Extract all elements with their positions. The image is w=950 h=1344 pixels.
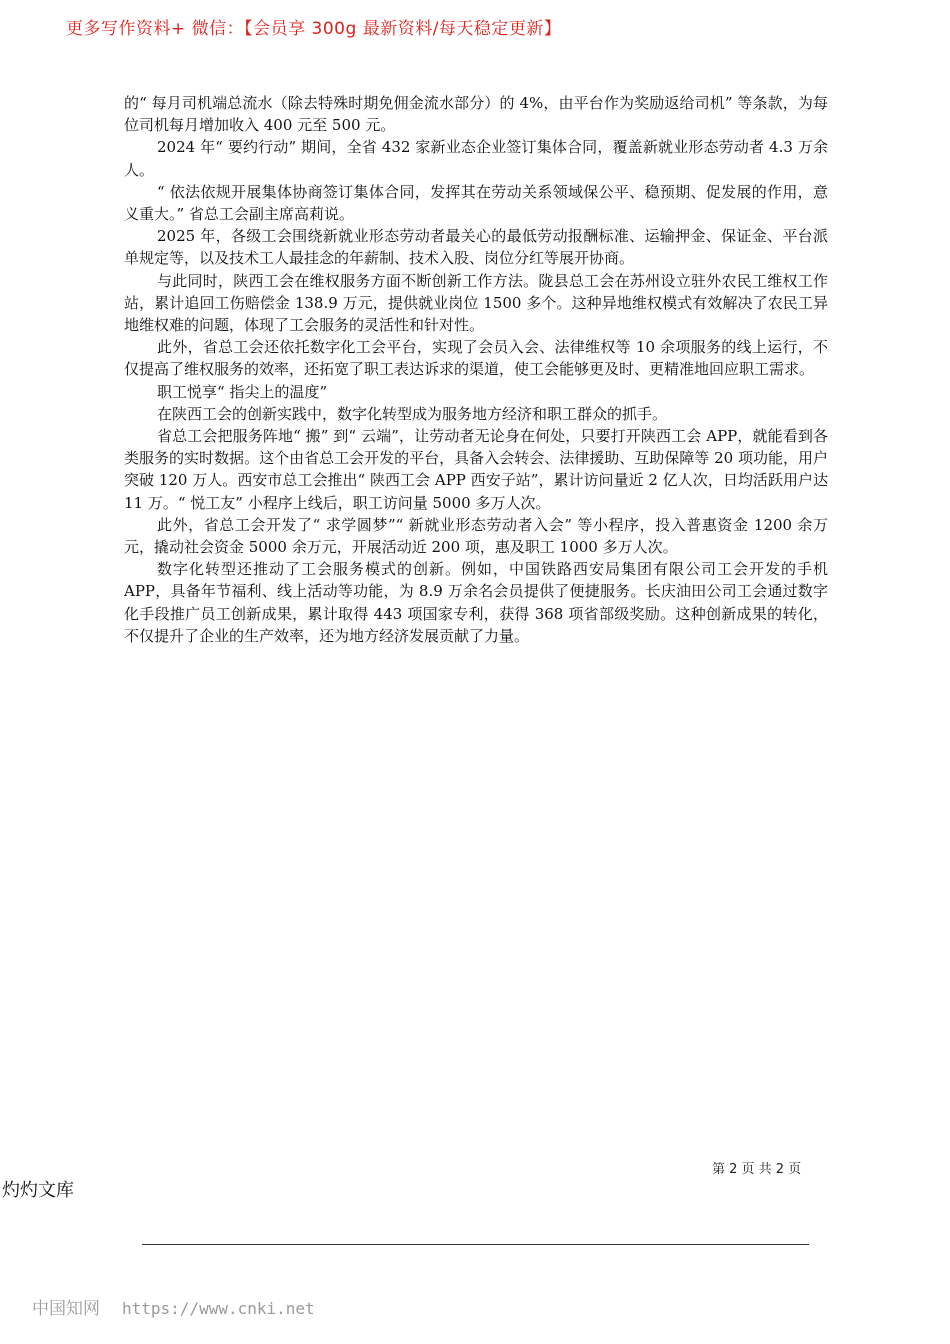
watermark-name: 中国知网 [32, 1299, 100, 1319]
paragraph: “ 依法依规开展集体协商签订集体合同，发挥其在劳动关系领域保公平、稳预期、促发展的作用，意义重大。” 省总工会副主席高莉说。 [124, 182, 828, 224]
footer-divider [142, 1244, 809, 1245]
paragraph: 此外，省总工会还依托数字化工会平台，实现了会员入会、法律维权等 10 余项服务的线上运行，不仅提高了维权服务的效率，还拓宽了职工表达诉求的渠道，使工会能够更及时、更精准地回应职工需求。 [124, 338, 828, 379]
library-name: 灼灼文库 [2, 1180, 74, 1201]
paragraph: 省总工会把服务阵地“ 搬” 到“ 云端”，让劳动者无论身在何处，只要打开陕西工会 APP，就能看到各类服务的实时数据。这个由省总工会开发的平台，具备入会转会、法律援助、互助保障等 20 项功能，用户突破 120 万人。西安市总工会推出“ 陕西工会 APP 西安子站”，累计访问量近 2 亿人次，日均活跃用户达 11 万。“ 悦工友” 小程序上线后，职工访问量 5000 多万人次。 [124, 427, 828, 512]
paragraph: 在陕西工会的创新实践中，数字化转型成为服务地方经济和职工群众的抓手。 [157, 404, 668, 423]
paragraph: 与此同时，陕西工会在维权服务方面不断创新工作方法。陇县总工会在苏州设立驻外农民工维权工作站，累计追回工伤赔偿金 138.9 万元，提供就业岗位 1500 多个。这种异地维权模式有效解决了农民工异地维权难的问题，体现了工会服务的灵活性和针对性。 [124, 271, 828, 335]
paragraph: 的“ 每月司机端总流水（除去特殊时期免佣金流水部分）的 4%，由平台作为奖励返给司机” 等条款，为每位司机每月增加收入 400 元至 500 元。 [124, 94, 828, 135]
watermark [32, 1294, 315, 1319]
paragraph: 此外，省总工会开发了“ 求学圆梦”“ 新就业形态劳动者入会” 等小程序，投入普惠资金 1200 余万元，撬动社会资金 5000 余万元，开展活动近 200 项，惠及职工 1000 多万人次。 [124, 515, 828, 557]
paragraph: 数字化转型还推动了工会服务模式的创新。例如，中国铁路西安局集团有限公司工会开发的手机 APP，具备年节福利、线上活动等功能，为 8.9 万余名会员提供了便捷服务。长庆油田公司工会通过数字化手段推广员工创新成果，累计取得 443 项国家专利，获得 368 项省部级奖励。这种创新成果的转化，不仅提升了企业的生产效率，还为地方经济发展贡献了力量。 [124, 560, 828, 645]
article-body [124, 92, 828, 647]
section-heading: 职工悦享“ 指尖上的温度” [157, 382, 328, 401]
watermark-url: https://www.cnki.net [122, 1299, 315, 1318]
promo-banner: 更多写作资料+ 微信：【会员享 300g 最新资料/每天稳定更新】 [66, 19, 562, 39]
paragraph: 2024 年“ 要约行动” 期间，全省 432 家新业态企业签订集体合同，覆盖新就业形态劳动者 4.3 万余人。 [124, 138, 828, 179]
paragraph: 2025 年，各级工会围绕新就业形态劳动者最关心的最低劳动报酬标准、运输押金、保证金、平台派单规定等，以及技术工人最挂念的年薪制、技术入股、岗位分红等展开协商。 [124, 227, 828, 268]
page-number: 第 2 页 共 2 页 [712, 1162, 802, 1177]
